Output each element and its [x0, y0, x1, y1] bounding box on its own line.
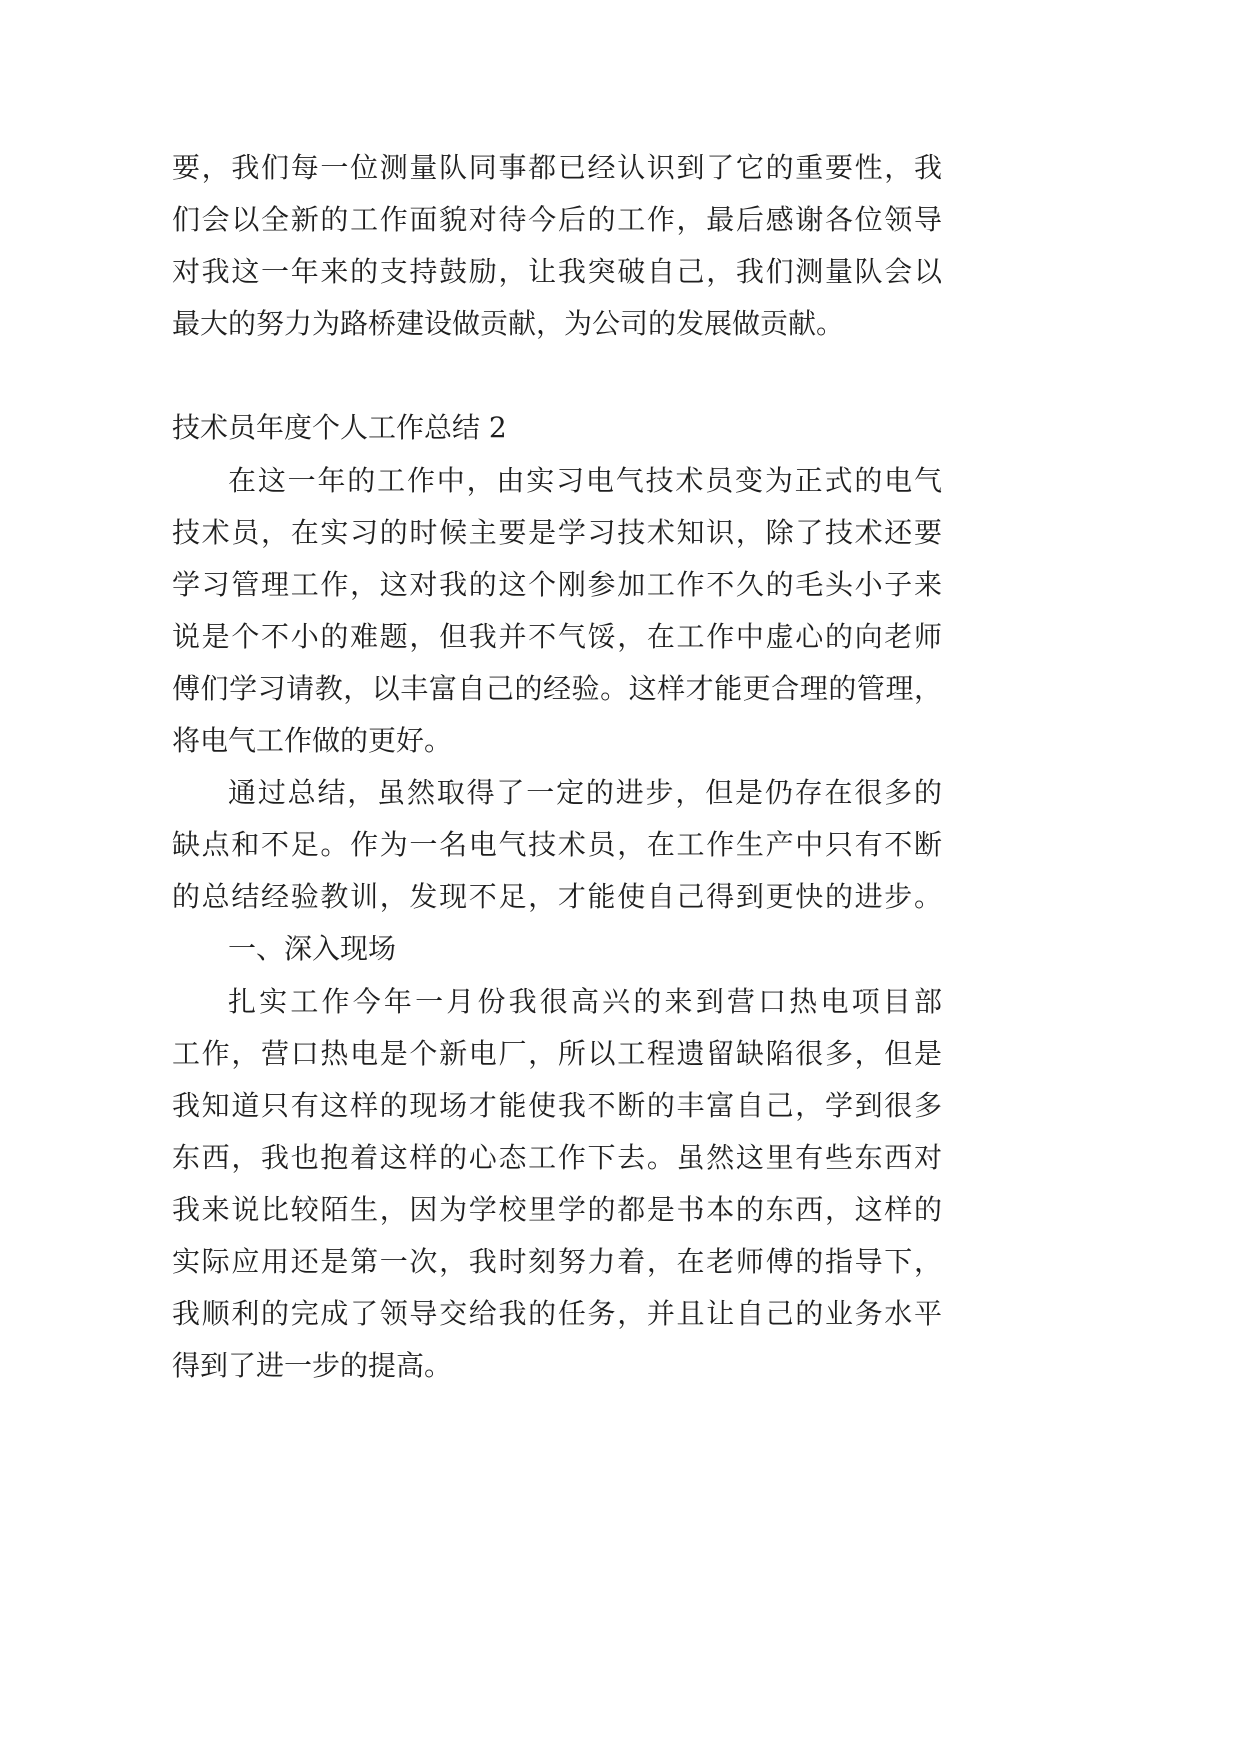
document-body [172, 142, 942, 1392]
paragraph-line: 说是个不小的难题，但我并不气馁，在工作中虚心的向老师 [172, 619, 942, 653]
paragraph-line: 我顺利的完成了领导交给我的任务，并且让自己的业务水平 [172, 1297, 942, 1331]
paragraph-line: 学习管理工作，这对我的这个刚参加工作不久的毛头小子来 [172, 567, 942, 601]
paragraph-line: 最大的努力为路桥建设做贡献，为公司的发展做贡献。 [172, 307, 845, 341]
paragraph-line: 技术员，在实习的时候主要是学习技术知识，除了技术还要 [172, 515, 942, 549]
body-paragraph-2 [172, 767, 942, 923]
paragraph-line: 傅们学习请教，以丰富自己的经验。这样才能更合理的管理， [172, 671, 942, 705]
section-title: 技术员年度个人工作总结 2 [172, 411, 507, 445]
paragraph-line: 通过总结，虽然取得了一定的进步，但是仍存在很多的 [228, 776, 942, 810]
paragraph-line: 们会以全新的工作面貌对待今后的工作，最后感谢各位领导 [172, 203, 942, 237]
body-paragraph-3 [172, 976, 942, 1393]
subheading: 一、深入现场 [228, 932, 397, 966]
paragraph-line: 得到了进一步的提高。 [172, 1349, 453, 1383]
paragraph-line: 对我这一年来的支持鼓励，让我突破自己，我们测量队会以 [172, 255, 942, 289]
paragraph-line: 东西，我也抱着这样的心态工作下去。虽然这里有些东西对 [172, 1140, 942, 1174]
paragraph-line: 我知道只有这样的现场才能使我不断的丰富自己，学到很多 [172, 1088, 942, 1122]
paragraph-line: 将电气工作做的更好。 [172, 724, 453, 758]
body-paragraph-1 [172, 455, 942, 768]
paragraph-line: 要，我们每一位测量队同事都已经认识到了它的重要性，我 [172, 151, 942, 184]
continuation-paragraph [172, 142, 942, 350]
paragraph-line: 在这一年的工作中，由实习电气技术员变为正式的电气 [228, 463, 942, 497]
paragraph-line: 扎实工作今年一月份我很高兴的来到营口热电项目部 [228, 984, 942, 1018]
paragraph-line: 我来说比较陌生，因为学校里学的都是书本的东西，这样的 [172, 1192, 942, 1226]
paragraph-line: 工作，营口热电是个新电厂，所以工程遗留缺陷很多，但是 [172, 1036, 942, 1070]
paragraph-line: 实际应用还是第一次，我时刻努力着，在老师傅的指导下， [172, 1244, 942, 1278]
paragraph-line: 的总结经验教训，发现不足，才能使自己得到更快的进步。 [172, 880, 942, 914]
paragraph-line: 缺点和不足。作为一名电气技术员，在工作生产中只有不断 [172, 828, 942, 862]
